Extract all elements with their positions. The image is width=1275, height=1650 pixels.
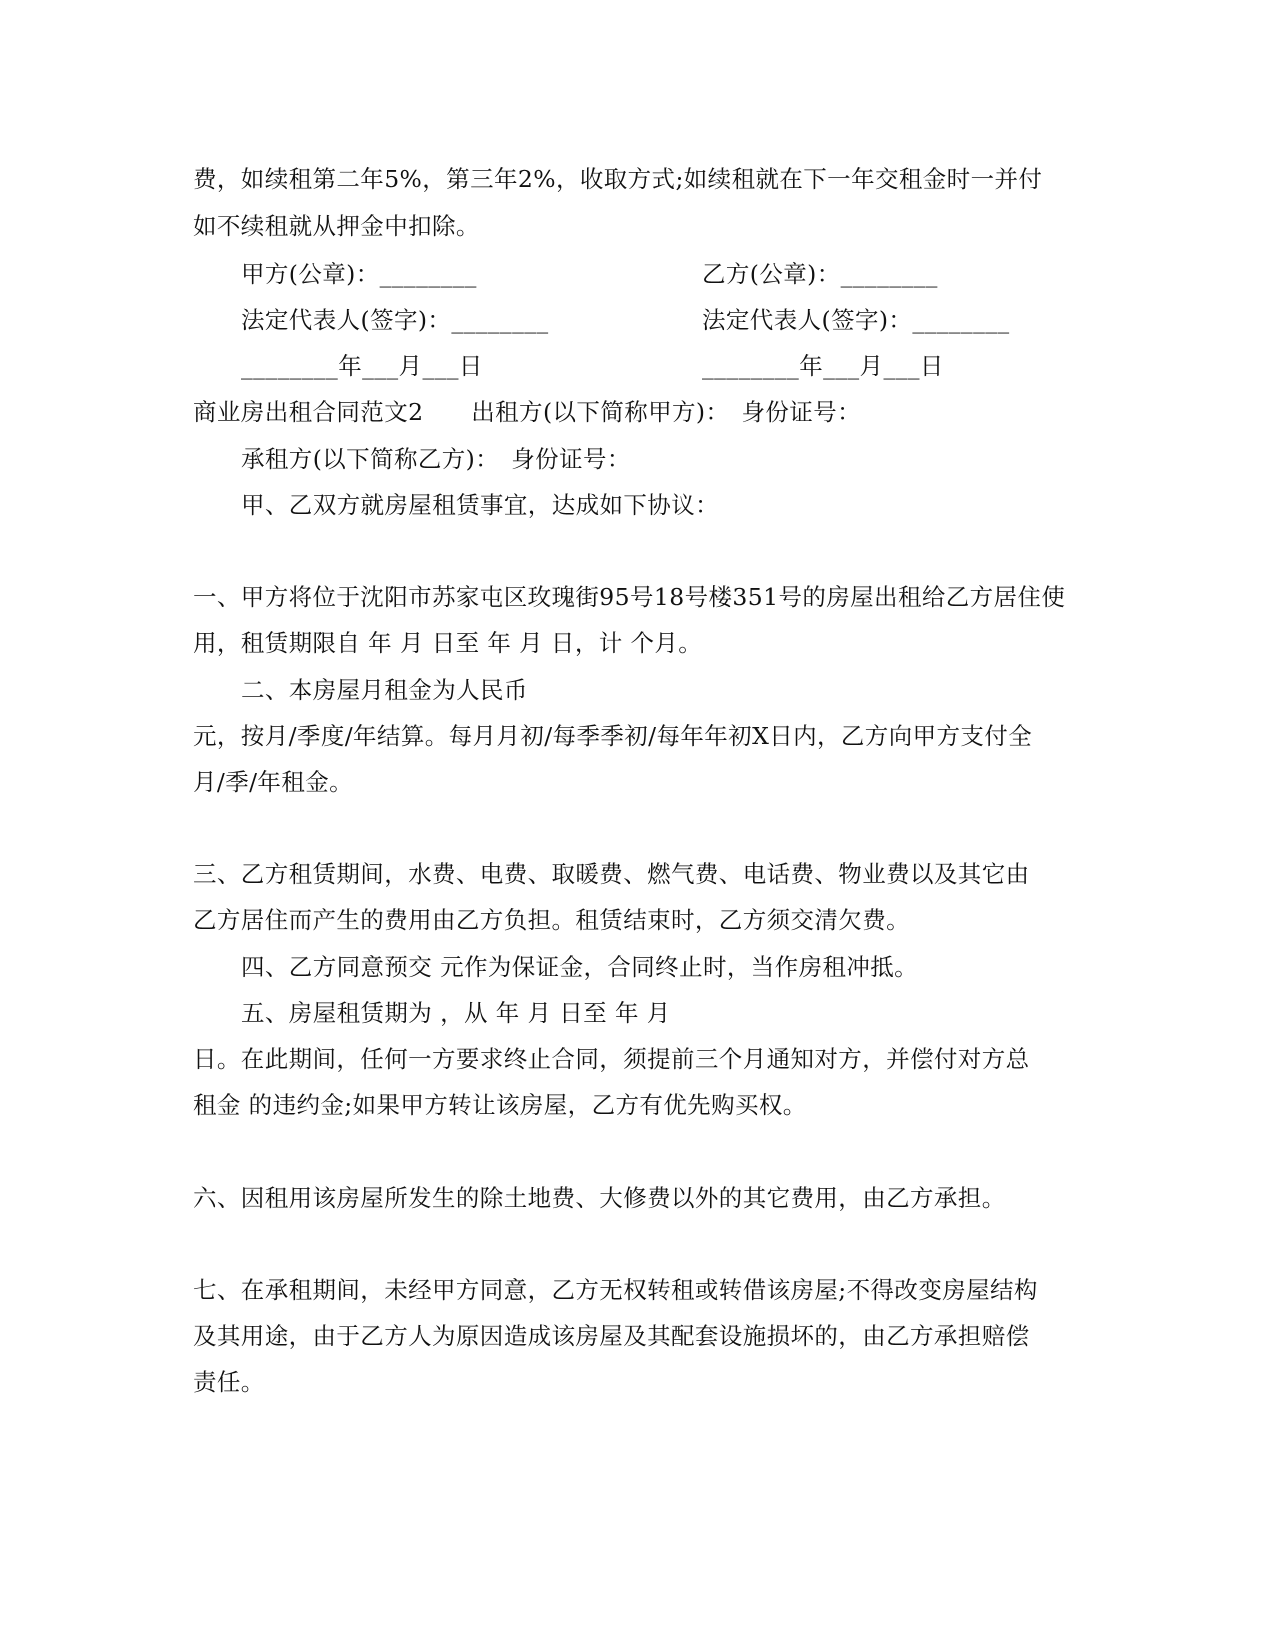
agreement-line: 甲、乙双方就房屋租赁事宜，达成如下协议： — [241, 491, 719, 519]
clause-7-line-2: 及其用途，由于乙方人为原因造成该房屋及其配套设施损坏的，由乙方承担赔偿 — [193, 1322, 1030, 1350]
clause-3-line-2: 乙方居住而产生的费用由乙方负担。租赁结束时，乙方须交清欠费。 — [193, 906, 910, 934]
clause-2-line-2: 元，按月/季度/年结算。每月月初/每季季初/每年年初X日内，乙方向甲方支付全 — [193, 722, 1033, 750]
clause-5-line-2: 日。在此期间，任何一方要求终止合同，须提前三个月通知对方，并偿付对方总 — [193, 1045, 1030, 1073]
party-a-representative: 法定代表人(签字)：________ — [241, 306, 549, 334]
clause-5-line-3: 租金 的违约金;如果甲方转让该房屋，乙方有优先购买权。 — [193, 1091, 807, 1119]
clause-1-line-1: 一、甲方将位于沈阳市苏家屯区玫瑰街95号18号楼351号的房屋出租给乙方居住使 — [193, 583, 1066, 611]
party-a-date: ________年___月___日 — [241, 352, 483, 380]
party-a-seal: 甲方(公章)：________ — [241, 260, 477, 288]
clause-1-line-2: 用，租赁期限自 年 月 日至 年 月 日，计 个月。 — [193, 629, 703, 657]
clause-2-line-3: 月/季/年租金。 — [193, 768, 354, 796]
fee-paragraph-line-2: 如不续租就从押金中扣除。 — [193, 212, 480, 240]
lessee-line: 承租方(以下简称乙方)： 身份证号： — [241, 445, 631, 473]
clause-4: 四、乙方同意预交 元作为保证金，合同终止时，当作房租冲抵。 — [241, 953, 919, 981]
contract-heading-line: 商业房出租合同范文2 出租方(以下简称甲方)： 身份证号： — [193, 398, 862, 426]
clause-2-line-1: 二、本房屋月租金为人民币 — [241, 676, 528, 704]
clause-7-line-1: 七、在承租期间，未经甲方同意，乙方无权转租或转借该房屋;不得改变房屋结构 — [193, 1276, 1038, 1304]
fee-paragraph-line-1: 费，如续租第二年5%，第三年2%，收取方式;如续租就在下一年交租金时一并付 — [193, 165, 1043, 193]
clause-7-line-3: 责任。 — [193, 1368, 265, 1396]
clause-6: 六、因租用该房屋所发生的除土地费、大修费以外的其它费用，由乙方承担。 — [193, 1184, 1006, 1212]
party-b-seal: 乙方(公章)：________ — [702, 260, 938, 288]
clause-5-line-1: 五、房屋租赁期为 ，从 年 月 日至 年 月 — [241, 999, 671, 1027]
clause-3-line-1: 三、乙方租赁期间，水费、电费、取暖费、燃气费、电话费、物业费以及其它由 — [193, 860, 1030, 888]
party-b-representative: 法定代表人(签字)：________ — [702, 306, 1010, 334]
party-b-date: ________年___月___日 — [702, 352, 944, 380]
